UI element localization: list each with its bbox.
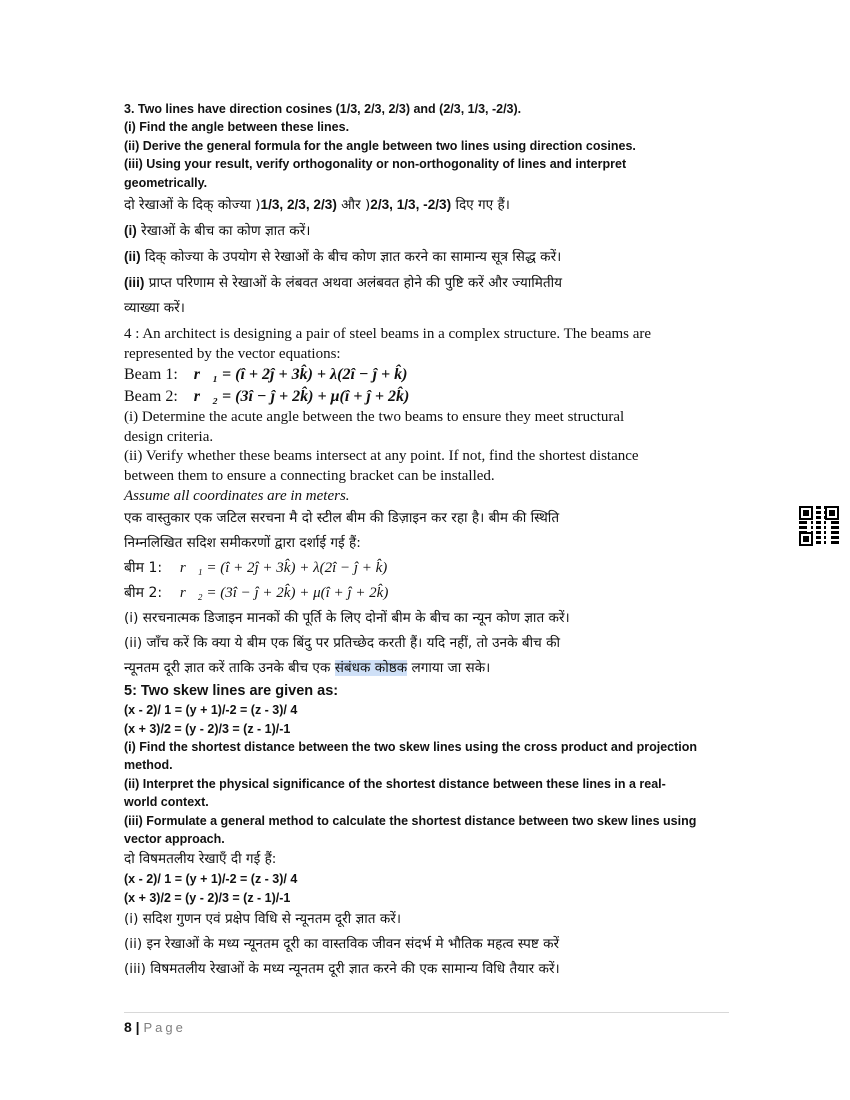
qr-code-image (799, 506, 839, 546)
q3-part-iii-line2: geometrically. (124, 175, 208, 190)
q5-hindi-part-ii: (ii) इन रेखाओं के मध्य न्यूनतम दूरी का वास्तविक जीवन संदर्भ मे भौतिक महत्व स्पष्ट करें (124, 936, 560, 953)
q4-hindi-part-ii-line1: (ii) जाँच करें कि क्या ये बीम एक बिंदु पर प्रतिच्छेद करती हैं। यदि नहीं, तो उनके बीच की (124, 635, 561, 652)
q3-hindi-part-iii-line2: व्याख्या करें। (124, 300, 185, 317)
q5-part-i-line1: (i) Find the shortest distance between the two skew lines using the cross product and projection (124, 740, 697, 754)
q5-part-iii-line2: vector approach. (124, 832, 225, 847)
q4-intro-line2: represented by the vector equations: (124, 345, 341, 362)
q5-part-ii-line2: world context. (124, 795, 209, 810)
q4-part-ii-line1: (ii) Verify whether these beams intersect at any point. If not, find the shortest distance (124, 448, 639, 465)
q5-hindi-title: दो विषमतलीय रेखाएँ दी गई हैं: (124, 851, 277, 868)
qr-finder-pattern (825, 506, 839, 520)
q4-beam1-equation: Beam 1: r⃗₁ = (î + 2ĵ + 3k̂) + λ(2î − ĵ + k̂) (124, 366, 408, 384)
page-number: 8 (124, 1019, 132, 1035)
page-label: Page (143, 1020, 186, 1035)
q4-intro-line1: 4 : An architect is designing a pair of steel beams in a complex structure. The beams are (124, 326, 652, 343)
q4-part-i-line2: design criteria. (124, 428, 214, 445)
q3-part-iii-line1: (iii) Using your result, verify orthogonality or non-orthogonality of lines and interpret (124, 157, 627, 172)
q5-part-i-line2: method. (124, 758, 173, 773)
question-4 (124, 325, 729, 681)
q3-title: 3. Two lines have direction cosines (1/3, 2/3, 2/3) and (2/3, 1/3, -2/3). (124, 102, 522, 116)
question-3 (124, 100, 729, 321)
q5-part-ii-line1: (ii) Interpret the physical significance of the shortest distance between these lines in a real- (124, 776, 666, 791)
q5-equation-2: (x + 3)/2 = (y - 2)/3 = (z - 1)/-1 (124, 721, 291, 736)
q4-part-ii-line2: between them to ensure a connecting bracket can be installed. (124, 468, 495, 484)
q5-equation-1: (x - 2)/ 1 = (y + 1)/-2 = (z - 3)/ 4 (124, 703, 298, 718)
q3-hindi-part-ii: (ii) दिक् कोज्या के उपयोग से रेखाओं के बीच कोण ज्ञात करने का सामान्य सूत्र सिद्ध करें। (124, 249, 562, 266)
q4-hindi-beam2-equation: बीम 2: r⃗₂ = (3î − ĵ + 2k̂) + μ(î + ĵ + 2k̂) (124, 585, 389, 602)
q4-beam2-equation: Beam 2: r⃗₂ = (3î − ĵ + 2k̂) + μ(î + ĵ + 2k̂) (124, 388, 410, 406)
page-footer (124, 1012, 729, 1036)
q5-hindi-part-iii: (iii) विषमतलीय रेखाओं के मध्य न्यूनतम दूरी ज्ञात करने की एक सामान्य विधि तैयार करें। (124, 961, 560, 978)
question-5 (124, 681, 729, 982)
q5-title: 5: Two skew lines are given as: (124, 683, 339, 700)
q4-assumption-note: Assume all coordinates are in meters. (124, 487, 350, 504)
qr-finder-pattern (799, 532, 813, 546)
document-page (124, 100, 729, 982)
q5-hindi-part-i: (i) सदिश गुणन एवं प्रक्षेप विधि से न्यूनतम दूरी ज्ञात करें। (124, 911, 401, 928)
q5-hindi-equation-1: (x - 2)/ 1 = (y + 1)/-2 = (z - 3)/ 4 (124, 872, 298, 887)
qr-finder-pattern (799, 506, 813, 520)
q3-hindi-title: दो रेखाओं के दिक् कोज्या )1/3, 2/3, 2/3) और )2/3, 1/3, -2/3) दिए गए हैं। (124, 197, 510, 214)
q5-hindi-equation-2: (x + 3)/2 = (y - 2)/3 = (z - 1)/-1 (124, 890, 291, 905)
q4-hindi-intro-line2: निम्नलिखित सदिश समीकरणों द्वारा दर्शाई गई हैं: (124, 535, 361, 552)
footer-separator: | (131, 1019, 144, 1035)
text-selection-highlight[interactable]: संबंधक कोष्ठक (334, 660, 408, 677)
q4-hindi-intro-line1: एक वास्तुकार एक जटिल सरचना मै दो स्टील बीम की डिज़ाइन कर रहा है। बीम की स्थिति (124, 510, 560, 527)
q4-hindi-part-ii-line2: न्यूनतम दूरी ज्ञात करें ताकि उनके बीच एक संबंधक कोष्ठक लगाया जा सके। (124, 660, 491, 677)
q4-hindi-beam1-equation: बीम 1: r⃗₁ = (î + 2ĵ + 3k̂) + λ(2î − ĵ + k̂) (124, 560, 388, 577)
q3-hindi-part-iii-line1: (iii) प्राप्त परिणाम से रेखाओं के लंबवत अथवा अलंबवत होने की पुष्टि करें और ज्यामितीय (124, 275, 563, 292)
q3-part-ii: (ii) Derive the general formula for the angle between two lines using direction cosines. (124, 138, 636, 153)
q5-part-iii-line1: (iii) Formulate a general method to calculate the shortest distance between two skew lines using (124, 813, 697, 828)
q4-part-i-line1: (i) Determine the acute angle between the two beams to ensure they meet structural (124, 409, 625, 426)
q4-hindi-part-i: (i) सरचनात्मक डिजाइन मानकों की पूर्ति के लिए दोनों बीम के बीच का न्यून कोण ज्ञात करें। (124, 610, 570, 627)
q3-hindi-part-i: (i) रेखाओं के बीच का कोण ज्ञात करें। (124, 223, 311, 240)
q3-part-i: (i) Find the angle between these lines. (124, 120, 350, 135)
